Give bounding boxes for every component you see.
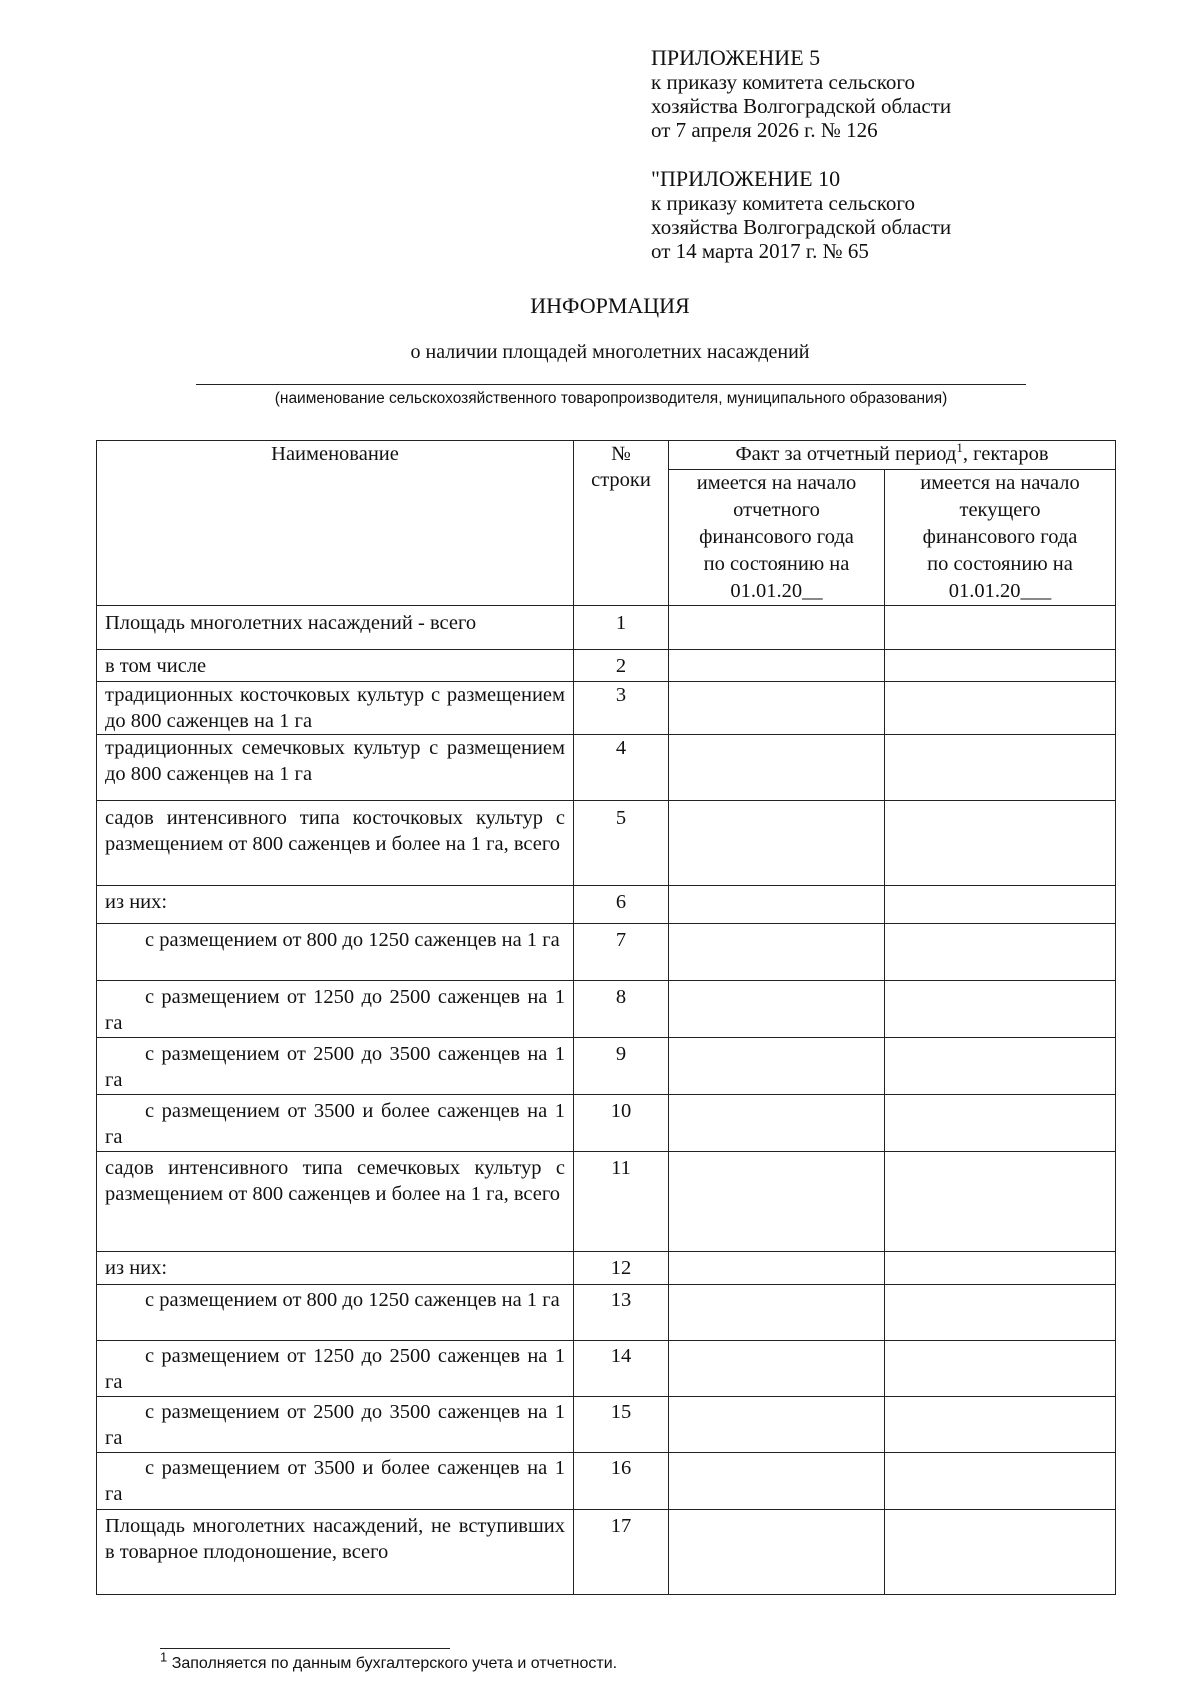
value-cell-reporting-year[interactable] [669, 1510, 885, 1595]
header-fact-footnote-mark: 1 [956, 440, 963, 456]
value-cell-reporting-year[interactable] [669, 801, 885, 886]
value-cell-current-year[interactable] [885, 650, 1116, 682]
row-number: 4 [574, 735, 669, 801]
value-cell-reporting-year[interactable] [669, 682, 885, 735]
table-row [97, 1095, 1116, 1152]
value-cell-current-year[interactable] [885, 606, 1116, 650]
table-row [97, 1038, 1116, 1095]
row-number: 6 [574, 886, 669, 924]
appendix-10-title: "ПРИЛОЖЕНИЕ 10 [651, 166, 841, 191]
document-subtitle: о наличии площадей многолетних насаждений [410, 341, 810, 363]
header-line: имеется на начало [696, 472, 857, 494]
value-cell-current-year[interactable] [885, 1341, 1116, 1397]
row-name: Площадь многолетних насаждений, не вступивших в товарное плодоношение, всего [97, 1510, 574, 1595]
table-row [97, 981, 1116, 1038]
table-row [97, 1397, 1116, 1453]
row-number: 14 [574, 1341, 669, 1397]
table-row [97, 1285, 1116, 1341]
table-row [97, 1510, 1116, 1595]
row-number: 17 [574, 1510, 669, 1595]
value-cell-current-year[interactable] [885, 1397, 1116, 1453]
producer-fill-line [196, 384, 1026, 385]
appendix-10-line: хозяйства Волгоградской области [651, 215, 952, 239]
value-cell-current-year[interactable] [885, 924, 1116, 981]
row-name: с размещением от 2500 до 3500 саженцев на 1 га [97, 1038, 574, 1095]
row-number: 3 [574, 682, 669, 735]
value-cell-reporting-year[interactable] [669, 1038, 885, 1095]
row-name: с размещением от 3500 и более саженцев на 1 га [97, 1095, 574, 1152]
table-row [97, 650, 1116, 682]
footnote-rule [160, 1648, 450, 1649]
header-line: финансового года [922, 526, 1078, 548]
header-start-current-year [885, 470, 1116, 606]
header-line: финансового года [699, 526, 854, 548]
header-fact [669, 441, 1116, 470]
appendix-5-stamp [651, 46, 951, 142]
footnote-mark: 1 [160, 1649, 168, 1665]
value-cell-current-year[interactable] [885, 682, 1116, 735]
value-cell-current-year[interactable] [885, 886, 1116, 924]
value-cell-current-year[interactable] [885, 1285, 1116, 1341]
row-number: 2 [574, 650, 669, 682]
row-number: 12 [574, 1252, 669, 1285]
row-name: с размещением от 800 до 1250 саженцев на 1 га [97, 924, 574, 981]
header-line: 01.01.20__ [730, 580, 823, 602]
row-name: с размещением от 800 до 1250 саженцев на 1 га [97, 1285, 574, 1341]
footnote-text: Заполняется по данным бухгалтерского учета и отчетности. [171, 1655, 618, 1672]
footnote [160, 1649, 618, 1673]
row-name: садов интенсивного типа семечковых культур с размещением от 800 саженцев и более на 1 га, всего [97, 1152, 574, 1252]
row-number: 5 [574, 801, 669, 886]
row-number: 15 [574, 1397, 669, 1453]
table-row [97, 1152, 1116, 1252]
table-row [97, 886, 1116, 924]
header-fact-unit: , гектаров [962, 443, 1049, 465]
value-cell-current-year[interactable] [885, 1152, 1116, 1252]
value-cell-current-year[interactable] [885, 1453, 1116, 1510]
row-name: традиционных косточковых культур с размещением до 800 саженцев на 1 га [97, 682, 574, 735]
value-cell-reporting-year[interactable] [669, 650, 885, 682]
value-cell-reporting-year[interactable] [669, 1152, 885, 1252]
row-name: в том числе [97, 650, 574, 682]
plantings-table [96, 440, 1116, 1595]
header-start-reporting-year [669, 470, 885, 606]
value-cell-reporting-year[interactable] [669, 886, 885, 924]
row-name: традиционных семечковых культур с размещением до 800 саженцев на 1 га [97, 735, 574, 801]
appendix-5-line: хозяйства Волгоградской области [651, 94, 952, 118]
appendix-5-line: к приказу комитета сельского [651, 70, 916, 94]
value-cell-reporting-year[interactable] [669, 1341, 885, 1397]
table-row [97, 801, 1116, 886]
appendix-5-line: от 7 апреля 2026 г. № 126 [651, 118, 878, 142]
table-row [97, 682, 1116, 735]
table-row [97, 735, 1116, 801]
header-row-number [574, 441, 669, 606]
document-title: ИНФОРМАЦИЯ [530, 293, 690, 318]
table-row [97, 606, 1116, 650]
table-row [97, 924, 1116, 981]
row-name: с размещением от 3500 и более саженцев на 1 га [97, 1453, 574, 1510]
row-number: 8 [574, 981, 669, 1038]
producer-caption: (наименование сельскохозяйственного товаропроизводителя, муниципального образования) [274, 390, 948, 407]
row-name: с размещением от 1250 до 2500 саженцев на 1 га [97, 981, 574, 1038]
row-name: из них: [97, 1252, 574, 1285]
row-number: 7 [574, 924, 669, 981]
row-number: 11 [574, 1152, 669, 1252]
header-line: по состоянию на [703, 553, 850, 575]
header-row-number-symbol: № [611, 443, 631, 465]
value-cell-current-year[interactable] [885, 801, 1116, 886]
value-cell-reporting-year[interactable] [669, 606, 885, 650]
header-row-number-label: строки [591, 469, 651, 491]
row-name: Площадь многолетних насаждений - всего [97, 606, 574, 650]
header-fact-label: Факт за отчетный период [735, 443, 957, 465]
value-cell-current-year[interactable] [885, 1095, 1116, 1152]
row-name: из них: [97, 886, 574, 924]
row-name: садов интенсивного типа косточковых культур с размещением от 800 саженцев и более на 1 га, всего [97, 801, 574, 886]
appendix-5-title: ПРИЛОЖЕНИЕ 5 [651, 45, 821, 70]
row-number: 10 [574, 1095, 669, 1152]
header-name: Наименование [97, 441, 574, 606]
appendix-10-stamp [651, 167, 951, 263]
value-cell-reporting-year[interactable] [669, 1095, 885, 1152]
table-row [97, 1341, 1116, 1397]
header-line: по состоянию на [927, 553, 1073, 575]
row-name: с размещением от 1250 до 2500 саженцев на 1 га [97, 1341, 574, 1397]
value-cell-current-year[interactable] [885, 735, 1116, 801]
row-number: 13 [574, 1285, 669, 1341]
row-number: 9 [574, 1038, 669, 1095]
header-line: 01.01.20___ [948, 580, 1052, 602]
header-line: отчетного [733, 499, 820, 521]
value-cell-reporting-year[interactable] [669, 735, 885, 801]
value-cell-current-year[interactable] [885, 1252, 1116, 1285]
header-line: имеется на начало [920, 472, 1080, 494]
header-line: текущего [959, 499, 1041, 521]
row-name: с размещением от 2500 до 3500 саженцев на 1 га [97, 1397, 574, 1453]
table-row [97, 1453, 1116, 1510]
value-cell-reporting-year[interactable] [669, 1285, 885, 1341]
appendix-10-line: от 14 марта 2017 г. № 65 [651, 239, 869, 263]
value-cell-current-year[interactable] [885, 1038, 1116, 1095]
value-cell-reporting-year[interactable] [669, 1453, 885, 1510]
value-cell-reporting-year[interactable] [669, 1252, 885, 1285]
value-cell-current-year[interactable] [885, 981, 1116, 1038]
table-row [97, 1252, 1116, 1285]
row-number: 1 [574, 606, 669, 650]
appendix-10-line: к приказу комитета сельского [651, 191, 916, 215]
row-number: 16 [574, 1453, 669, 1510]
value-cell-reporting-year[interactable] [669, 1397, 885, 1453]
value-cell-reporting-year[interactable] [669, 981, 885, 1038]
value-cell-current-year[interactable] [885, 1510, 1116, 1595]
value-cell-reporting-year[interactable] [669, 924, 885, 981]
